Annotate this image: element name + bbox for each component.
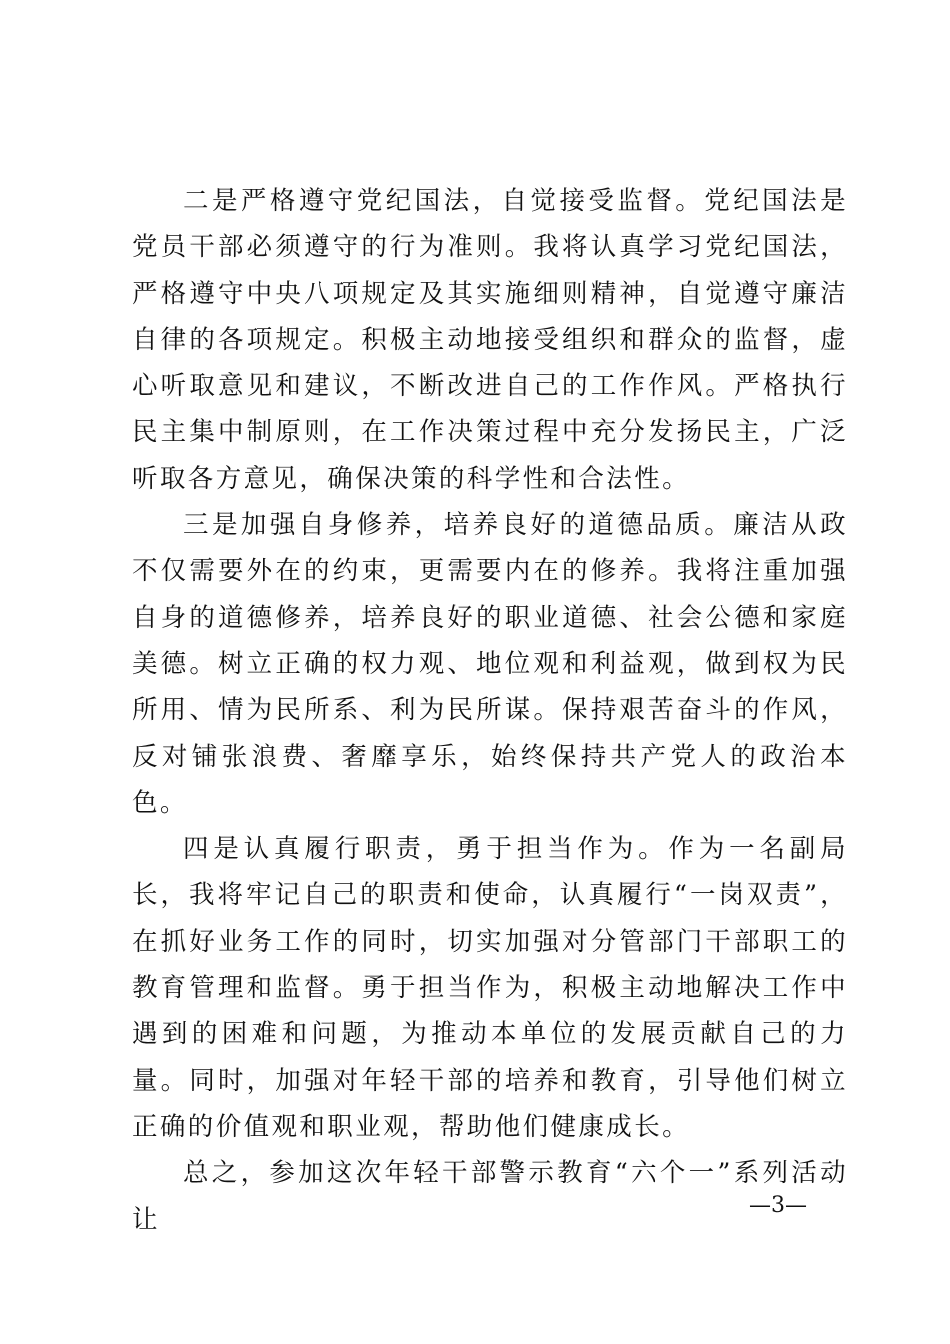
paragraph-responsibility: 四是认真履行职责，勇于担当作为。作为一名副局长，我将牢记自己的职责和使命，认真履行“一岗双责”，在抓好业务工作的同时，切实加强对分管部门干部职工的教育管理和监督。勇于担当作为，积极主动地解决工作中遇到的困难和问题，为推动本单位的发展贡献自己的力量。同时，加强对年轻干部的培养和教育，引导他们树立正确的价值观和职业观，帮助他们健康成长。 <box>132 834 848 1142</box>
document-body <box>132 178 848 1243</box>
paragraph-discipline: 二是严格遵守党纪国法，自觉接受监督。党纪国法是党员干部必须遵守的行为准则。我将认真学习党纪国法，严格遵守中央八项规定及其实施细则精神，自觉遵守廉洁自律的各项规定。积极主动地接受组织和群众的监督，虚心听取意见和建议，不断改进自己的工作作风。严格执行民主集中制原则，在工作决策过程中充分发扬民主，广泛听取各方意见，确保决策的科学性和合法性。 <box>132 186 848 494</box>
page-number: —3— <box>749 1193 807 1218</box>
paragraph-conclusion: 总之，参加这次年轻干部警示教育“六个一”系列活动让 <box>132 1158 848 1235</box>
paragraph-self-cultivation: 三是加强自身修养，培养良好的道德品质。廉洁从政不仅需要外在的约束，更需要内在的修养。我将注重加强自身的道德修养，培养良好的职业道德、社会公德和家庭美德。树立正确的权力观、地位观和利益观，做到权为民所用、情为民所系、利为民所谋。保持艰苦奋斗的作风，反对铺张浪费、奢靡享乐，始终保持共产党人的政治本色。 <box>132 510 848 818</box>
